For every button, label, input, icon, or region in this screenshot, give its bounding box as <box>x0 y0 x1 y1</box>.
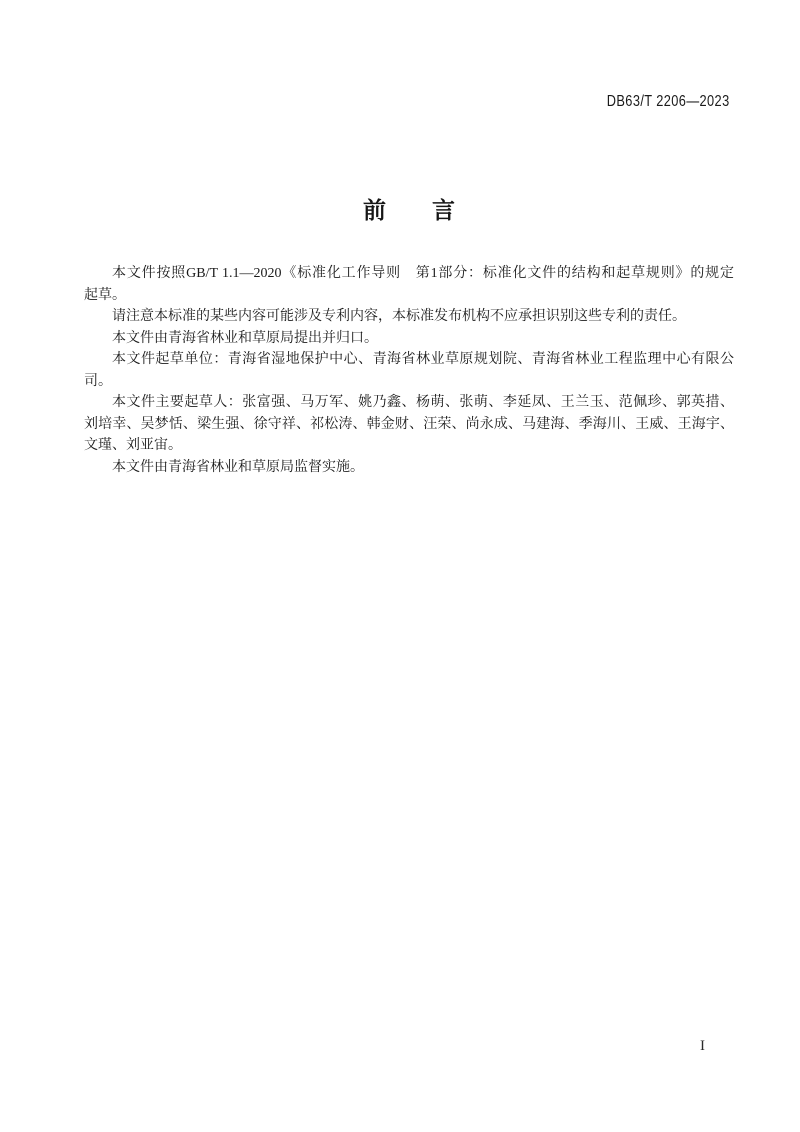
paragraph-line: 请注意本标准的某些内容可能涉及专利内容，本标准发布机构不应承担识别这些专利的责任。 <box>112 309 686 324</box>
paragraph-line: 起草。 <box>84 287 126 303</box>
doc-number: DB63/T 2206—2023 <box>607 93 730 110</box>
paragraph-line: 本文件按照GB/T 1.1—2020《标准化工作导则 第1部分：标准化文件的结构和起草规则》的规定 <box>112 266 734 281</box>
foreword-title: 前 言 <box>363 197 455 223</box>
paragraph-line: 本文件由青海省林业和草原局监督实施。 <box>112 459 364 475</box>
page-number: I <box>700 1038 705 1054</box>
paragraph-line: 本文件主要起草人：张富强、马万军、姚乃鑫、杨萌、张萌、李延凤、王兰玉、范佩珍、郭英措、 <box>112 395 734 410</box>
paragraph-line: 刘培幸、吴梦恬、梁生强、徐守祥、祁松涛、韩金财、汪荣、尚永成、马建海、季海川、王威、王海宇、 <box>84 416 734 432</box>
foreword-text <box>84 263 734 478</box>
paragraph-line: 司。 <box>84 373 112 389</box>
paragraph-line: 本文件由青海省林业和草原局提出并归口。 <box>112 330 378 346</box>
paragraph-line: 本文件起草单位：青海省湿地保护中心、青海省林业草原规划院、青海省林业工程监理中心有限公 <box>112 352 734 367</box>
paragraph-line: 文瑾、刘亚宙。 <box>84 438 182 453</box>
